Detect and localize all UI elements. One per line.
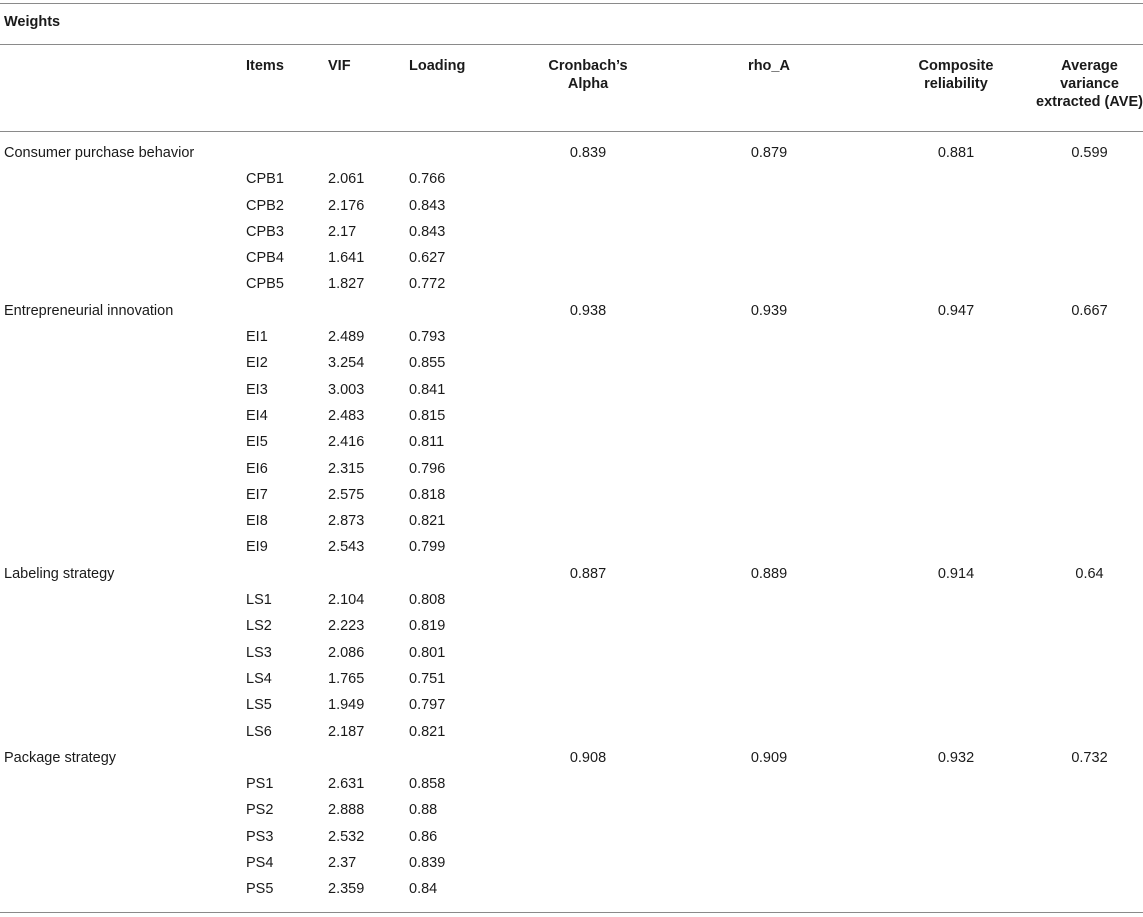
cell-construct (0, 350, 246, 376)
cell-rho (662, 193, 876, 219)
cell-construct: Labeling strategy (4, 565, 115, 582)
cell-cr (876, 587, 1036, 613)
cell-item: CPB2 (246, 197, 284, 214)
header-ave (1036, 47, 1143, 132)
cell-rho (662, 824, 876, 850)
table-row (0, 219, 1143, 245)
cell-loading: 0.88 (409, 802, 438, 819)
cell-alpha (514, 850, 662, 876)
cell-ave (1036, 245, 1143, 271)
cell-construct (0, 797, 246, 823)
cell-cr (876, 350, 1036, 376)
cell-ave (1036, 613, 1143, 639)
cell-loading: 0.843 (409, 197, 446, 214)
cell-rho (662, 245, 876, 271)
cell-vif: 2.17 (328, 223, 357, 240)
cell-loading: 0.86 (409, 828, 438, 845)
cell-cr (876, 166, 1036, 192)
cell-construct: Package strategy (4, 749, 117, 766)
table-row (0, 876, 1143, 902)
header-construct (0, 47, 246, 132)
cell-ave (1036, 429, 1143, 455)
cell-item: CPB4 (246, 250, 284, 267)
header-ave-line3: extracted (AVE) (1036, 94, 1143, 110)
cell-item: EI8 (246, 513, 268, 530)
cell-item: LS3 (246, 644, 272, 661)
cell-vif: 2.873 (328, 513, 365, 530)
table-row (0, 429, 1143, 455)
cell-ave (1036, 850, 1143, 876)
cell-item: PS5 (246, 881, 274, 898)
cell-item: LS5 (246, 697, 272, 714)
cell-loading: 0.801 (409, 644, 446, 661)
cell-rho (662, 719, 876, 745)
cell-ave (1036, 219, 1143, 245)
header-ave-line2: variance (1060, 76, 1119, 92)
cell-construct: Consumer purchase behavior (4, 145, 195, 161)
cell-ave (1036, 534, 1143, 560)
cell-rho (662, 166, 876, 192)
cell-cr (876, 719, 1036, 745)
cell-alpha (514, 350, 662, 376)
cell-item: LS2 (246, 618, 272, 635)
cell-construct (0, 824, 246, 850)
cell-loading: 0.819 (409, 618, 446, 635)
cell-alpha (514, 534, 662, 560)
cell-alpha (514, 666, 662, 692)
table-row (0, 561, 1143, 587)
cell-construct (0, 587, 246, 613)
cell-rho (662, 271, 876, 297)
cell-rho (662, 640, 876, 666)
cell-alpha (514, 640, 662, 666)
cell-ave (1036, 876, 1143, 902)
header-row (0, 47, 1143, 132)
cell-vif: 2.416 (328, 434, 365, 451)
table-row (0, 587, 1143, 613)
cell-ave (1036, 640, 1143, 666)
cell-item (246, 561, 328, 587)
table-row (0, 403, 1143, 429)
cell-rho: 0.909 (750, 749, 788, 766)
header-alpha-line1: Cronbach’s (548, 58, 628, 74)
cell-construct (0, 876, 246, 902)
header-cr-line2: reliability (924, 76, 988, 92)
cell-item: EI7 (246, 486, 268, 503)
cell-ave (1036, 824, 1143, 850)
cell-vif: 2.223 (328, 618, 365, 635)
cell-alpha (514, 876, 662, 902)
cell-ave: 0.599 (1071, 145, 1108, 161)
cell-vif (328, 745, 409, 771)
cell-loading: 0.751 (409, 670, 446, 687)
cell-vif: 2.483 (328, 407, 365, 424)
cell-construct (0, 692, 246, 718)
cell-construct (0, 640, 246, 666)
cell-vif: 2.086 (328, 644, 365, 661)
cell-cr (876, 245, 1036, 271)
cell-item: PS2 (246, 802, 274, 819)
cell-rho (662, 377, 876, 403)
cell-item: PS4 (246, 855, 274, 872)
table-row (0, 271, 1143, 297)
cell-cr (876, 429, 1036, 455)
cell-rho (662, 876, 876, 902)
cell-cr (876, 876, 1036, 902)
cell-loading: 0.841 (409, 381, 446, 398)
cell-construct (0, 429, 246, 455)
cell-loading: 0.843 (409, 223, 446, 240)
cell-construct (0, 719, 246, 745)
header-vif: VIF (328, 58, 351, 74)
cell-loading: 0.766 (409, 171, 446, 188)
cell-cr (876, 482, 1036, 508)
cell-alpha (514, 824, 662, 850)
cell-item: EI6 (246, 460, 268, 477)
table-row (0, 797, 1143, 823)
cell-item: EI3 (246, 381, 268, 398)
cell-ave (1036, 350, 1143, 376)
cell-vif: 1.641 (328, 250, 365, 267)
cell-construct (0, 219, 246, 245)
cell-ave (1036, 508, 1143, 534)
cell-alpha: 0.887 (569, 565, 607, 582)
cell-vif: 2.888 (328, 802, 365, 819)
cell-cr (876, 456, 1036, 482)
cell-item (246, 745, 328, 771)
cell-cr (876, 193, 1036, 219)
cell-item: PS3 (246, 828, 274, 845)
cell-vif: 2.489 (328, 329, 365, 346)
cell-item: LS4 (246, 670, 272, 687)
header-items: Items (246, 58, 284, 74)
cell-construct: Entrepreneurial innovation (4, 302, 174, 319)
table-row (0, 534, 1143, 560)
cell-cr (876, 508, 1036, 534)
cell-construct (0, 613, 246, 639)
cell-construct (0, 245, 246, 271)
cell-alpha (514, 692, 662, 718)
cell-loading (409, 745, 514, 771)
cell-loading: 0.799 (409, 539, 446, 556)
cell-item: EI1 (246, 329, 268, 346)
cell-rho (662, 613, 876, 639)
cell-loading (409, 561, 514, 587)
cell-construct (0, 456, 246, 482)
cell-alpha (514, 403, 662, 429)
cell-vif: 2.176 (328, 197, 365, 214)
cell-loading (409, 132, 514, 167)
cell-item (246, 132, 328, 167)
cell-item: PS1 (246, 776, 274, 793)
header-cronbach-alpha (514, 47, 662, 132)
table-row (0, 324, 1143, 350)
cell-vif: 3.254 (328, 355, 365, 372)
cell-cr (876, 377, 1036, 403)
cell-vif: 2.315 (328, 460, 365, 477)
cell-cr (876, 271, 1036, 297)
header-cr-line1: Composite (918, 58, 994, 74)
cell-construct (0, 850, 246, 876)
table-row (0, 824, 1143, 850)
cell-alpha (514, 482, 662, 508)
cell-loading (409, 298, 514, 324)
cell-loading: 0.811 (409, 434, 445, 451)
cell-cr (876, 640, 1036, 666)
cell-loading: 0.772 (409, 276, 446, 293)
table-row (0, 692, 1143, 718)
cell-rho (662, 534, 876, 560)
cell-loading: 0.821 (409, 513, 446, 530)
cell-construct (0, 508, 246, 534)
cell-alpha (514, 324, 662, 350)
cell-rho (662, 692, 876, 718)
cell-cr (876, 797, 1036, 823)
cell-loading: 0.84 (409, 881, 438, 898)
cell-cr (876, 824, 1036, 850)
cell-vif: 2.061 (328, 171, 365, 188)
cell-loading: 0.815 (409, 407, 446, 424)
cell-item: LS6 (246, 723, 272, 740)
table-row (0, 850, 1143, 876)
table-body (0, 132, 1143, 903)
cell-construct (0, 377, 246, 403)
cell-rho (662, 771, 876, 797)
cell-ave: 0.64 (1075, 565, 1104, 582)
cell-vif: 2.575 (328, 486, 365, 503)
table-row (0, 508, 1143, 534)
cell-cr (876, 666, 1036, 692)
cell-vif: 2.187 (328, 723, 365, 740)
bottom-rule (0, 912, 1143, 913)
cell-construct (0, 324, 246, 350)
cell-alpha (514, 271, 662, 297)
table-row (0, 166, 1143, 192)
table-row (0, 298, 1143, 324)
cell-vif: 3.003 (328, 381, 365, 398)
cell-ave (1036, 456, 1143, 482)
header-rho-a: rho_A (748, 58, 790, 74)
cell-alpha: 0.839 (569, 145, 607, 161)
cell-ave (1036, 403, 1143, 429)
cell-cr (876, 403, 1036, 429)
cell-cr (876, 692, 1036, 718)
cell-alpha (514, 613, 662, 639)
cell-rho (662, 587, 876, 613)
cell-item: EI9 (246, 539, 268, 556)
cell-vif: 2.37 (328, 855, 357, 872)
table-row (0, 719, 1143, 745)
table-row (0, 193, 1143, 219)
cell-ave (1036, 193, 1143, 219)
top-rule (0, 3, 1143, 4)
cell-loading: 0.818 (409, 486, 446, 503)
cell-vif (328, 298, 409, 324)
cell-cr (876, 219, 1036, 245)
cell-construct (0, 771, 246, 797)
cell-rho (662, 482, 876, 508)
cell-vif: 1.765 (328, 670, 365, 687)
cell-vif: 2.359 (328, 881, 365, 898)
cell-ave (1036, 166, 1143, 192)
table-row (0, 132, 1143, 167)
cell-alpha (514, 508, 662, 534)
table-row (0, 350, 1143, 376)
cell-rho (662, 850, 876, 876)
cell-alpha (514, 245, 662, 271)
cell-loading: 0.855 (409, 355, 446, 372)
cell-construct (0, 482, 246, 508)
table-row (0, 482, 1143, 508)
cell-loading: 0.858 (409, 776, 446, 793)
cell-construct (0, 403, 246, 429)
cell-construct (0, 666, 246, 692)
cell-ave: 0.667 (1071, 302, 1108, 319)
cell-vif: 1.827 (328, 276, 365, 293)
table-row (0, 666, 1143, 692)
cell-cr (876, 324, 1036, 350)
cell-item: LS1 (246, 592, 272, 609)
cell-vif: 2.631 (328, 776, 365, 793)
cell-vif: 1.949 (328, 697, 365, 714)
cell-ave: 0.732 (1071, 749, 1108, 766)
cell-loading: 0.839 (409, 855, 446, 872)
cell-ave (1036, 324, 1143, 350)
cell-construct (0, 271, 246, 297)
table-row (0, 745, 1143, 771)
cell-cr (876, 613, 1036, 639)
weights-table (0, 47, 1143, 903)
cell-item: EI4 (246, 407, 268, 424)
cell-rho (662, 324, 876, 350)
cell-cr (876, 534, 1036, 560)
table-row (0, 640, 1143, 666)
cell-alpha: 0.938 (569, 302, 607, 319)
cell-ave (1036, 797, 1143, 823)
table-row (0, 245, 1143, 271)
cell-alpha (514, 166, 662, 192)
cell-rho (662, 456, 876, 482)
cell-ave (1036, 587, 1143, 613)
cell-loading: 0.627 (409, 250, 446, 267)
cell-cr: 0.914 (937, 565, 975, 582)
cell-rho (662, 219, 876, 245)
cell-ave (1036, 377, 1143, 403)
cell-item: CPB3 (246, 223, 284, 240)
cell-vif: 2.104 (328, 592, 365, 609)
cell-alpha (514, 219, 662, 245)
cell-ave (1036, 271, 1143, 297)
cell-alpha (514, 587, 662, 613)
cell-ave (1036, 771, 1143, 797)
cell-ave (1036, 666, 1143, 692)
cell-item: EI2 (246, 355, 268, 372)
table-row (0, 613, 1143, 639)
cell-cr: 0.881 (937, 145, 975, 161)
cell-vif: 2.543 (328, 539, 365, 556)
cell-vif (328, 132, 409, 167)
cell-construct (0, 534, 246, 560)
cell-alpha: 0.908 (569, 749, 607, 766)
cell-rho: 0.889 (750, 565, 788, 582)
cell-rho (662, 429, 876, 455)
cell-alpha (514, 797, 662, 823)
cell-item (246, 298, 328, 324)
cell-vif: 2.532 (328, 828, 365, 845)
cell-ave (1036, 482, 1143, 508)
cell-item: EI5 (246, 434, 268, 451)
cell-alpha (514, 429, 662, 455)
header-alpha-line2: Alpha (567, 76, 609, 92)
cell-cr (876, 771, 1036, 797)
title-rule (0, 44, 1143, 45)
header-composite-reliability (876, 47, 1036, 132)
cell-ave (1036, 692, 1143, 718)
cell-item: CPB1 (246, 171, 284, 188)
cell-rho (662, 350, 876, 376)
header-ave-line1: Average (1061, 58, 1118, 74)
cell-rho: 0.939 (750, 302, 788, 319)
cell-rho (662, 666, 876, 692)
header-loading: Loading (409, 58, 466, 74)
cell-rho (662, 797, 876, 823)
cell-ave (1036, 719, 1143, 745)
cell-alpha (514, 377, 662, 403)
cell-loading: 0.793 (409, 329, 446, 346)
cell-alpha (514, 719, 662, 745)
cell-loading: 0.797 (409, 697, 446, 714)
cell-rho (662, 403, 876, 429)
cell-vif (328, 561, 409, 587)
cell-cr: 0.932 (937, 749, 975, 766)
table-row (0, 377, 1143, 403)
cell-loading: 0.821 (409, 723, 446, 740)
cell-construct (0, 166, 246, 192)
table-row (0, 456, 1143, 482)
cell-alpha (514, 456, 662, 482)
table-title: Weights (4, 14, 61, 30)
table-row (0, 771, 1143, 797)
cell-alpha (514, 193, 662, 219)
cell-cr (876, 850, 1036, 876)
cell-alpha (514, 771, 662, 797)
cell-loading: 0.796 (409, 460, 446, 477)
cell-construct (0, 193, 246, 219)
cell-cr: 0.947 (937, 302, 975, 319)
cell-rho (662, 508, 876, 534)
cell-rho: 0.879 (750, 145, 788, 161)
cell-loading: 0.808 (409, 592, 446, 609)
cell-item: CPB5 (246, 276, 284, 293)
